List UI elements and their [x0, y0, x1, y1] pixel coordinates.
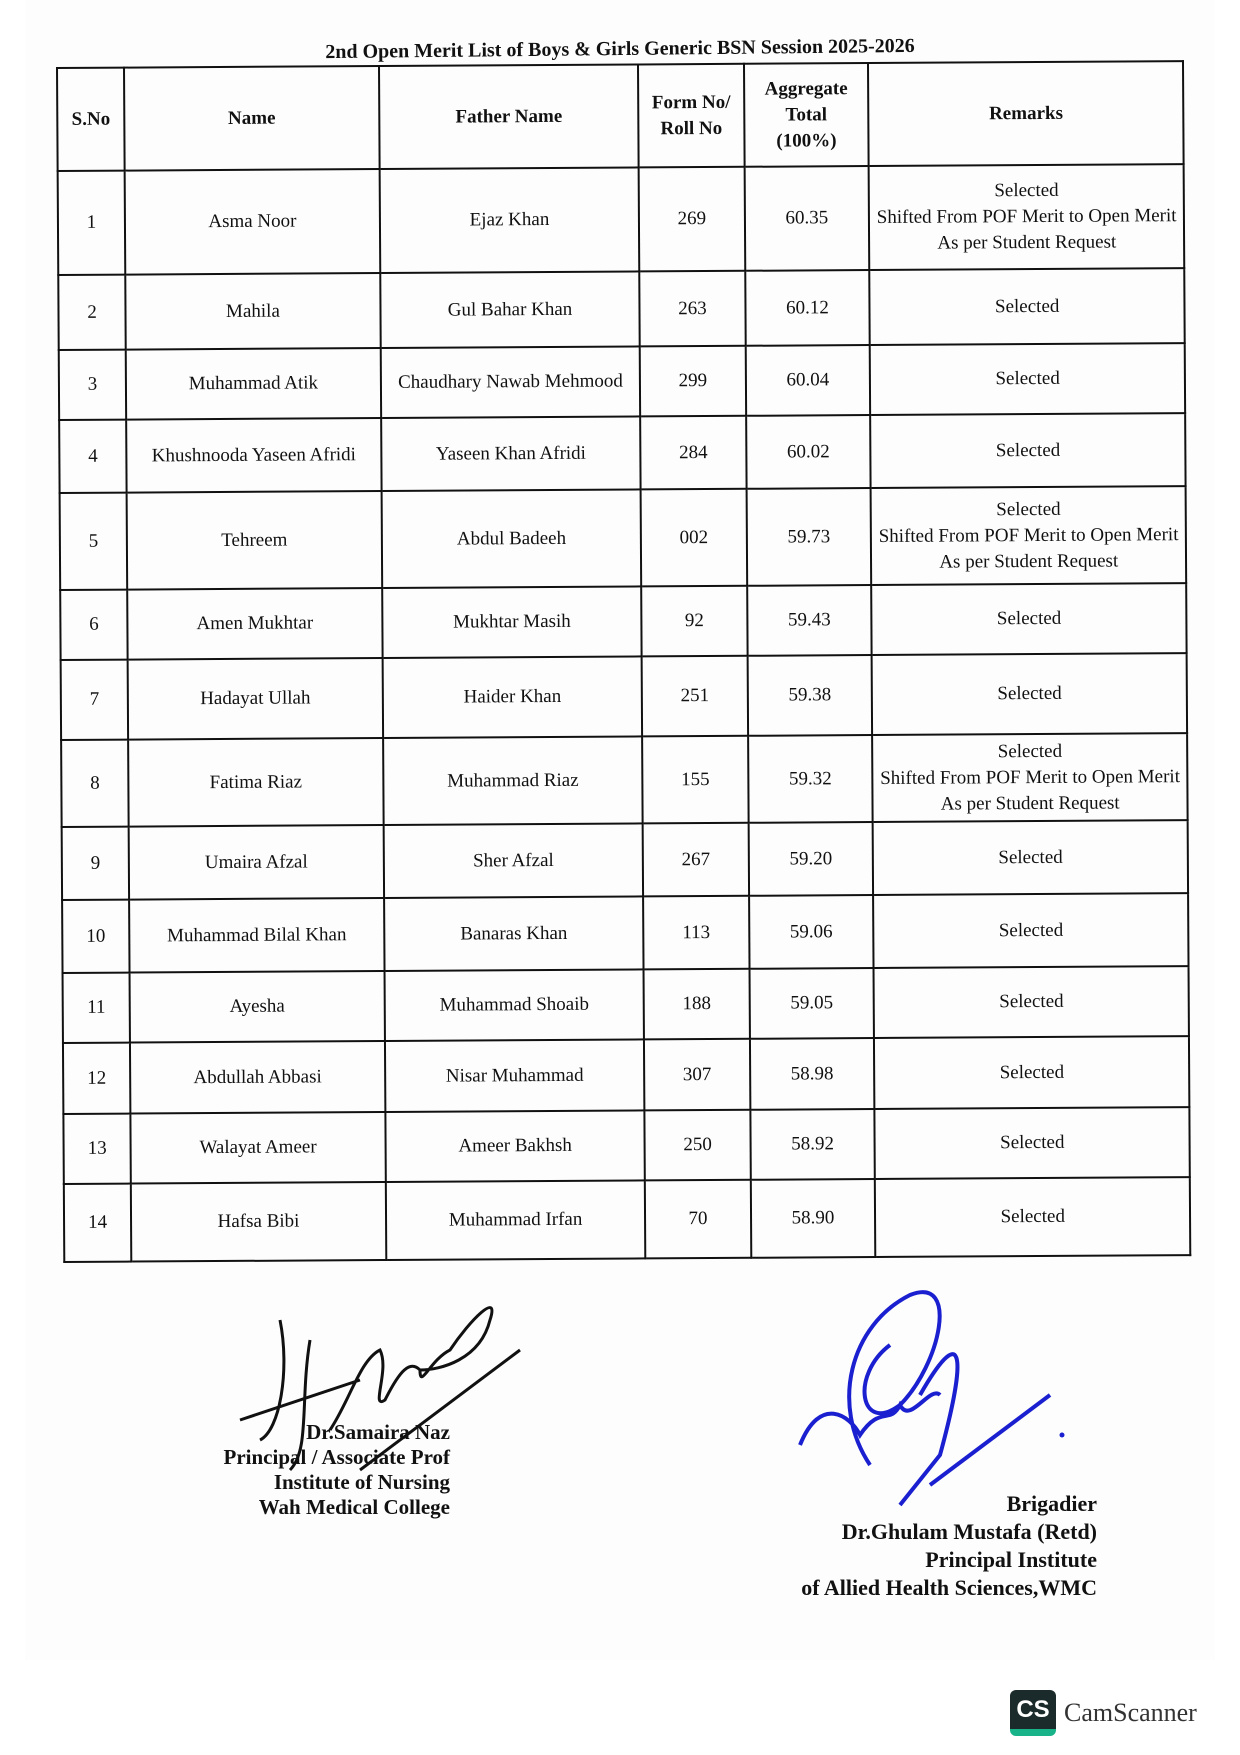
cell-name: Tehreem	[127, 491, 382, 590]
cell-form-no: 113	[643, 896, 749, 970]
cell-form-no: 263	[640, 271, 746, 347]
cell-remarks	[875, 1177, 1190, 1257]
table-row	[60, 486, 1187, 590]
cell-remarks	[872, 653, 1187, 735]
cell-name: Ayesha	[130, 971, 385, 1043]
remarks-line: Selected	[997, 740, 1063, 762]
remarks-line: Shifted From POF Merit to Open Merit	[876, 205, 1177, 228]
camscanner-text: CamScanner	[1064, 1698, 1197, 1727]
cell-sno: 3	[59, 350, 127, 420]
cell-name: Abdullah Abbasi	[130, 1041, 385, 1114]
cell-form-no: 155	[642, 736, 748, 824]
cell-sno: 1	[58, 171, 126, 275]
header-aggregate-line3: (100%)	[776, 129, 837, 152]
cell-father-name: Muhammad Shoaib	[384, 969, 644, 1041]
cell-name: Amen Mukhtar	[127, 588, 382, 660]
signatory-left-title: Principal / Associate Prof	[223, 1445, 450, 1469]
cell-aggregate: 58.92	[750, 1109, 875, 1180]
cell-aggregate: 59.20	[748, 822, 873, 896]
cell-remarks	[873, 733, 1188, 822]
cell-aggregate: 59.05	[749, 968, 874, 1039]
cell-sno: 13	[63, 1114, 131, 1184]
cell-name: Hafsa Bibi	[131, 1182, 386, 1262]
signatory-right-rank: Brigadier	[1006, 1491, 1097, 1516]
header-remarks: Remarks	[868, 61, 1183, 166]
cell-aggregate: 58.98	[749, 1038, 874, 1110]
signatory-right	[677, 1490, 1097, 1602]
remarks-line: Selected	[995, 367, 1060, 390]
cell-father-name: Ameer Bakhsh	[385, 1110, 645, 1182]
cell-sno: 10	[62, 900, 130, 973]
table-row	[60, 583, 1186, 660]
header-father-name: Father Name	[379, 64, 639, 169]
cell-name: Khushnooda Yaseen Afridi	[126, 418, 381, 493]
cell-aggregate: 59.38	[747, 655, 872, 736]
cell-remarks	[874, 1036, 1189, 1109]
cell-name: Umaira Afzal	[129, 825, 384, 900]
remarks-line: Selected	[998, 919, 1064, 941]
camscanner-logo-icon: CS	[1010, 1690, 1056, 1736]
cell-remarks	[875, 1107, 1190, 1179]
cell-aggregate: 59.73	[746, 488, 871, 586]
signatory-left-college: Wah Medical College	[258, 1495, 450, 1519]
remarks-line: Selected	[999, 1061, 1065, 1083]
cell-name: Muhammad Bilal Khan	[129, 898, 384, 973]
cell-father-name: Ejaz Khan	[379, 167, 639, 273]
signatory-right-title: Principal Institute	[925, 1547, 1097, 1572]
cell-form-no: 267	[643, 823, 749, 897]
header-aggregate-line2: Total	[785, 103, 828, 126]
cell-aggregate: 60.35	[744, 166, 870, 271]
header-sno: S.No	[57, 68, 125, 171]
merit-list-table	[56, 60, 1191, 1263]
cell-father-name: Gul Bahar Khan	[380, 271, 640, 348]
cell-name: Muhammad Atik	[126, 348, 381, 420]
cell-form-no: 002	[641, 489, 747, 587]
cell-form-no: 299	[640, 346, 746, 417]
cell-remarks	[874, 966, 1189, 1038]
cell-form-no: 251	[642, 656, 748, 737]
table-row	[58, 268, 1184, 350]
document-title: 2nd Open Merit List of Boys & Girls Generic BSN Session 2025-2026	[325, 34, 915, 64]
remarks-line: Selected	[1000, 1205, 1065, 1228]
cell-father-name: Chaudhary Nawab Mehmood	[380, 346, 640, 418]
remarks-line: Selected	[995, 439, 1061, 461]
cell-father-name: Nisar Muhammad	[385, 1039, 645, 1112]
header-form-no-line1: Form No/	[651, 91, 731, 113]
cell-father-name: Muhammad Riaz	[383, 736, 643, 825]
header-form-no-line2: Roll No	[660, 117, 723, 139]
remarks-line: Selected	[997, 682, 1062, 705]
remarks-line: As per Student Request	[939, 550, 1119, 573]
remarks-line: Selected	[996, 498, 1061, 520]
cell-aggregate: 59.06	[749, 895, 874, 969]
cell-remarks	[872, 583, 1187, 655]
cell-father-name: Yaseen Khan Afridi	[381, 416, 641, 491]
signatory-left-institute: Institute of Nursing	[273, 1470, 450, 1494]
cell-sno: 12	[63, 1043, 131, 1114]
signatory-right-institute: of Allied Health Sciences,WMC	[801, 1575, 1097, 1600]
cell-form-no: 250	[645, 1110, 751, 1181]
table-row	[62, 893, 1188, 973]
cell-remarks	[870, 268, 1185, 345]
cell-remarks	[871, 413, 1186, 488]
cell-sno: 11	[63, 973, 131, 1043]
signatory-left	[150, 1420, 450, 1520]
header-name: Name	[124, 66, 379, 171]
signature-right	[790, 1285, 1070, 1515]
table-row	[63, 1107, 1189, 1184]
remarks-line: As per Student Request	[940, 792, 1120, 815]
cell-sno: 6	[60, 590, 128, 660]
table-row	[61, 733, 1188, 827]
remarks-line: Shifted From POF Merit to Open Merit	[880, 765, 1181, 789]
cell-remarks	[871, 486, 1186, 585]
remarks-line: As per Student Request	[937, 231, 1117, 254]
cell-form-no: 284	[641, 416, 747, 490]
cell-sno: 5	[60, 493, 128, 590]
header-aggregate-line1: Aggregate	[764, 77, 848, 100]
cell-form-no: 269	[639, 167, 745, 272]
cell-name: Hadayat Ullah	[128, 658, 383, 740]
remarks-line: Selected	[996, 607, 1062, 630]
table-row	[61, 653, 1187, 740]
cell-name: Walayat Ameer	[131, 1112, 386, 1184]
table-row	[58, 164, 1185, 275]
table-row	[59, 413, 1185, 493]
camscanner-watermark	[1010, 1690, 1197, 1736]
table-header-row	[57, 61, 1184, 171]
remarks-line: Selected	[998, 846, 1063, 868]
cell-form-no: 92	[642, 586, 748, 657]
remarks-line: Selected	[999, 990, 1064, 1013]
cell-father-name: Muhammad Irfan	[386, 1180, 646, 1260]
cell-remarks	[869, 164, 1184, 270]
cell-form-no: 70	[645, 1180, 751, 1259]
table-row	[62, 820, 1188, 900]
cell-remarks	[870, 343, 1185, 415]
remarks-line: Shifted From POF Merit to Open Merit	[878, 523, 1179, 547]
cell-father-name: Mukhtar Masih	[382, 586, 642, 658]
cell-form-no: 188	[644, 969, 750, 1040]
cell-name: Asma Noor	[125, 169, 380, 275]
signatory-right-name: Dr.Ghulam Mustafa (Retd)	[841, 1519, 1097, 1544]
header-aggregate	[744, 63, 870, 167]
table-row	[63, 966, 1189, 1043]
cell-remarks	[873, 893, 1188, 968]
cell-father-name: Banaras Khan	[384, 896, 644, 971]
cell-sno: 14	[64, 1184, 132, 1262]
signatory-left-name: Dr.Samaira Naz	[306, 1420, 450, 1444]
cell-remarks	[873, 820, 1188, 895]
cell-aggregate: 60.12	[745, 270, 870, 346]
cell-sno: 7	[61, 660, 129, 740]
table-row	[63, 1036, 1189, 1114]
cell-father-name: Abdul Badeeh	[381, 489, 641, 588]
header-form-no	[638, 64, 744, 168]
cell-sno: 8	[61, 740, 129, 827]
cell-father-name: Haider Khan	[382, 656, 642, 738]
cell-aggregate: 60.02	[746, 415, 871, 489]
remarks-line: Selected	[994, 295, 1060, 317]
cell-sno: 4	[59, 420, 127, 493]
table-row	[64, 1177, 1190, 1262]
table-row	[59, 343, 1185, 420]
cell-father-name: Sher Afzal	[383, 823, 643, 898]
remarks-line: Selected	[994, 179, 1059, 202]
cell-aggregate: 60.04	[745, 345, 870, 416]
cell-aggregate: 59.43	[747, 585, 872, 656]
cell-aggregate: 59.32	[748, 735, 873, 823]
remarks-line: Selected	[1000, 1131, 1065, 1154]
cell-name: Mahila	[125, 273, 380, 350]
cell-name: Fatima Riaz	[128, 738, 383, 827]
cell-aggregate: 58.90	[750, 1179, 875, 1258]
cell-form-no: 307	[644, 1039, 750, 1111]
cell-sno: 2	[58, 275, 126, 350]
cell-sno: 9	[62, 827, 130, 900]
